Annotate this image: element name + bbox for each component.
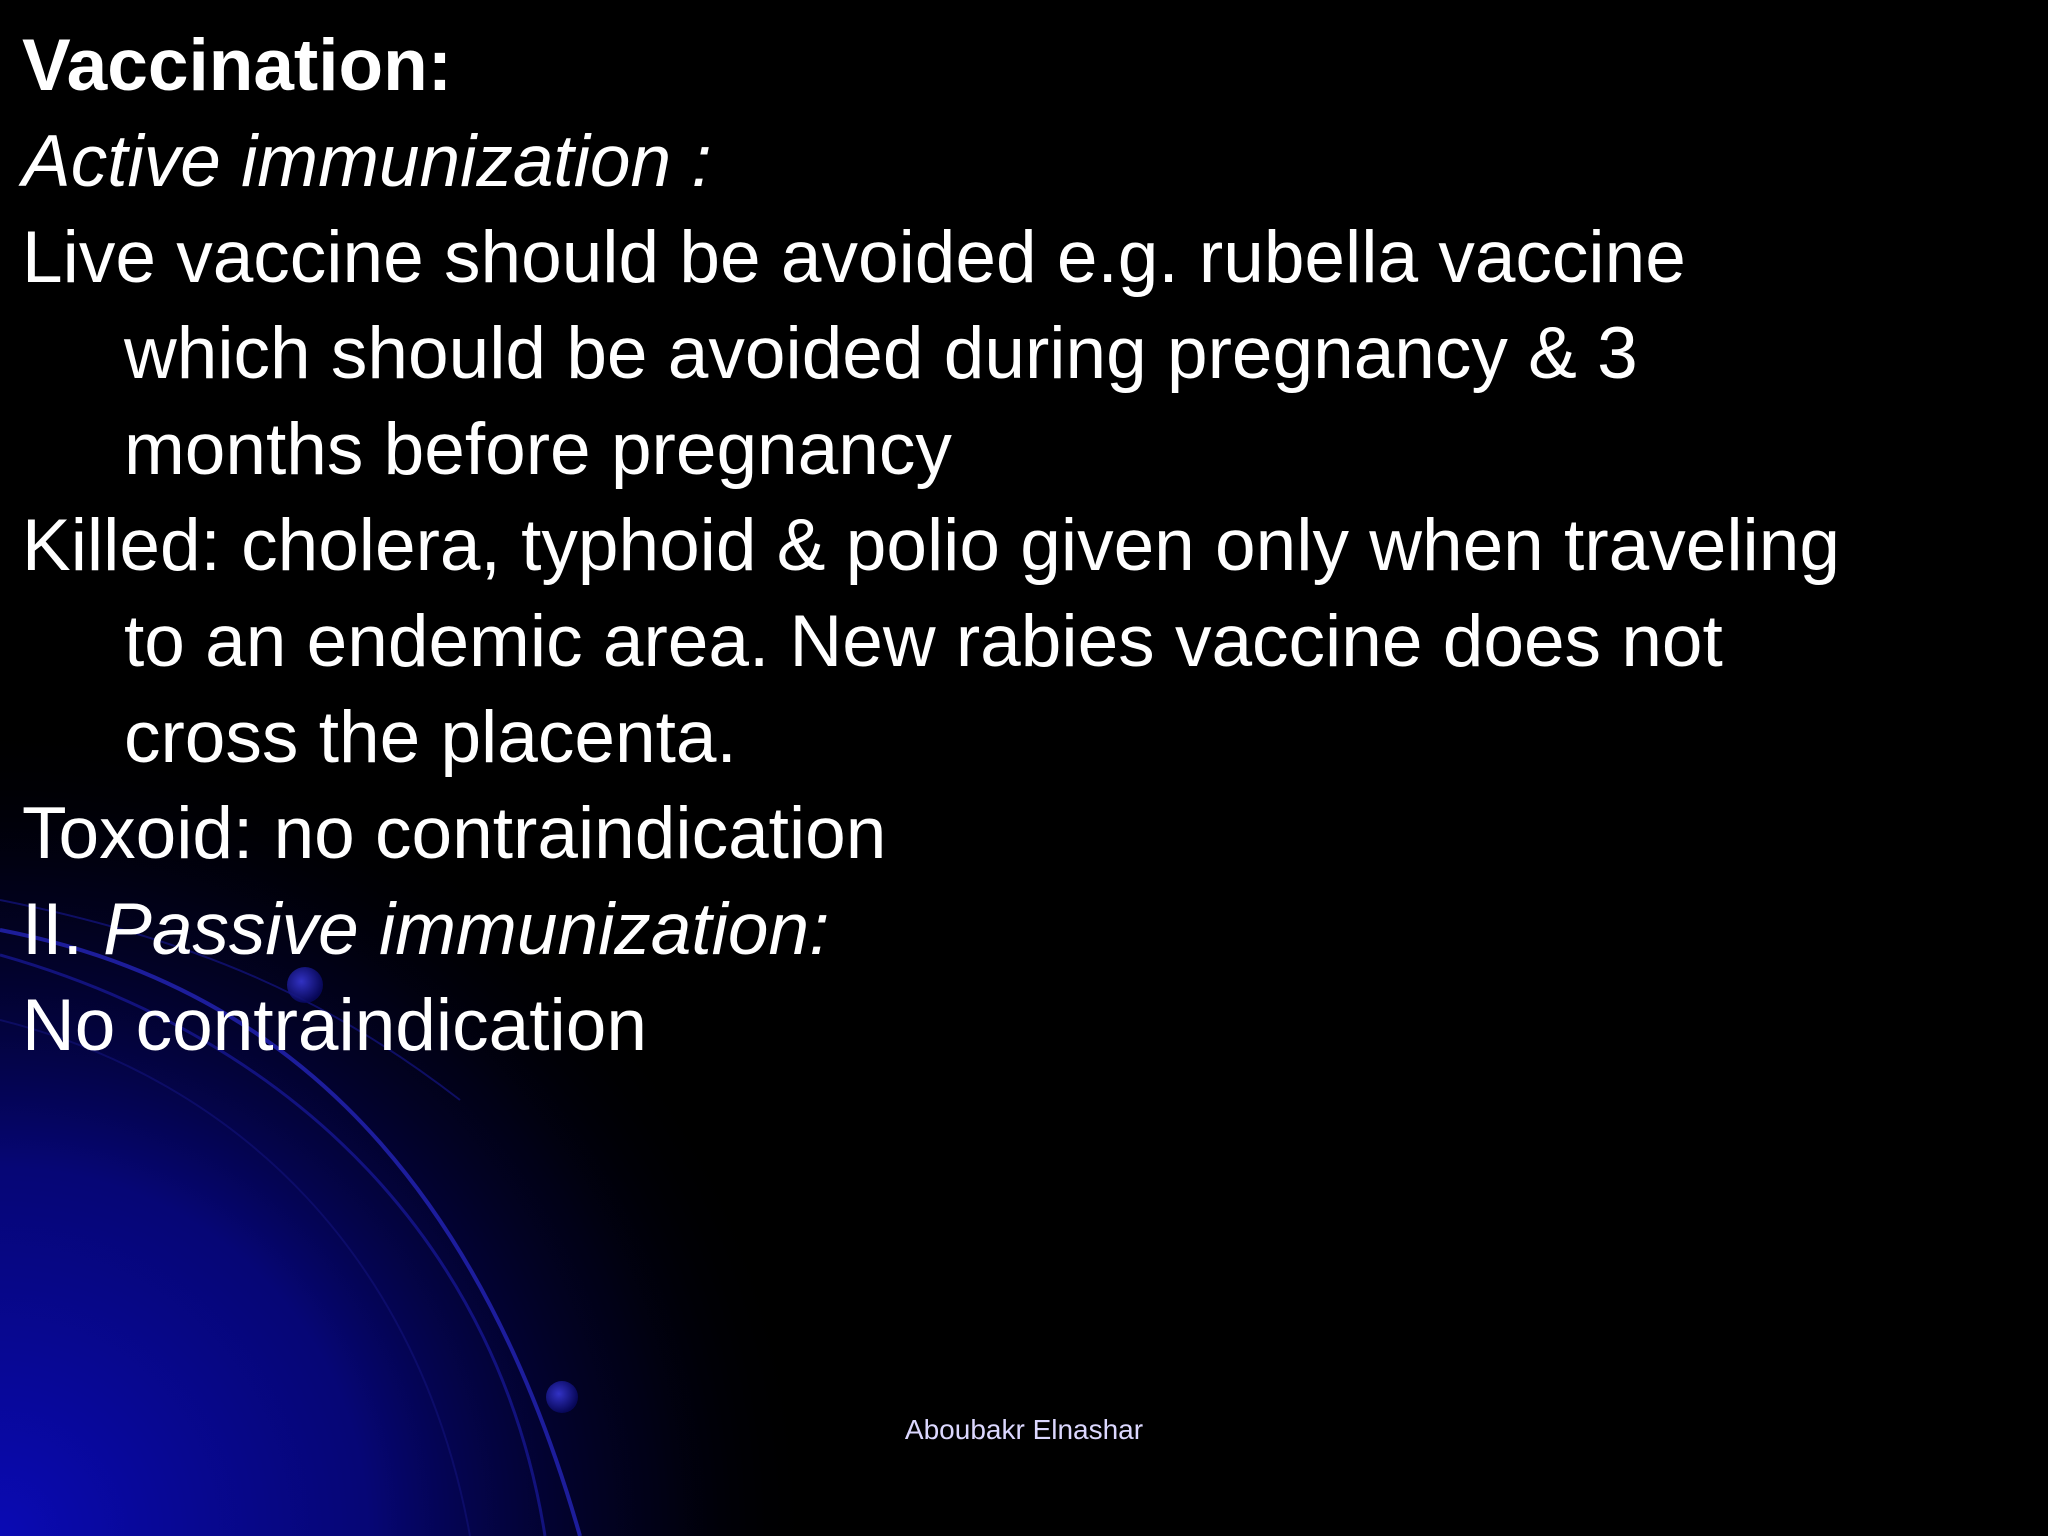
passive-immunization-heading: Passive immunization: bbox=[103, 889, 830, 970]
killed-vaccine-line-2: to an endemic area. New rabies vaccine does not bbox=[124, 601, 1723, 682]
passive-immunization-line bbox=[22, 882, 2022, 978]
killed-vaccine-line-1: Killed: cholera, typhoid & polio given only when traveling bbox=[22, 505, 1840, 586]
toxoid-line: Toxoid: no contraindication bbox=[22, 793, 887, 874]
slide-footer-author: Aboubakr Elnashar bbox=[904, 1414, 1144, 1445]
live-vaccine-line-1: Live vaccine should be avoided e.g. rubella vaccine bbox=[22, 217, 1686, 298]
live-vaccine-line-3: months before pregnancy bbox=[124, 409, 952, 490]
slide-title: Vaccination: bbox=[22, 25, 453, 106]
live-vaccine-line-2: which should be avoided during pregnancy & 3 bbox=[124, 313, 1638, 394]
killed-vaccine-line-3: cross the placenta. bbox=[124, 697, 737, 778]
passive-prefix: II. bbox=[22, 889, 104, 970]
passive-note-line: No contraindication bbox=[22, 985, 647, 1066]
slide-body bbox=[22, 18, 2022, 1074]
orb-lower bbox=[546, 1381, 578, 1413]
active-immunization-heading: Active immunization : bbox=[22, 121, 712, 202]
